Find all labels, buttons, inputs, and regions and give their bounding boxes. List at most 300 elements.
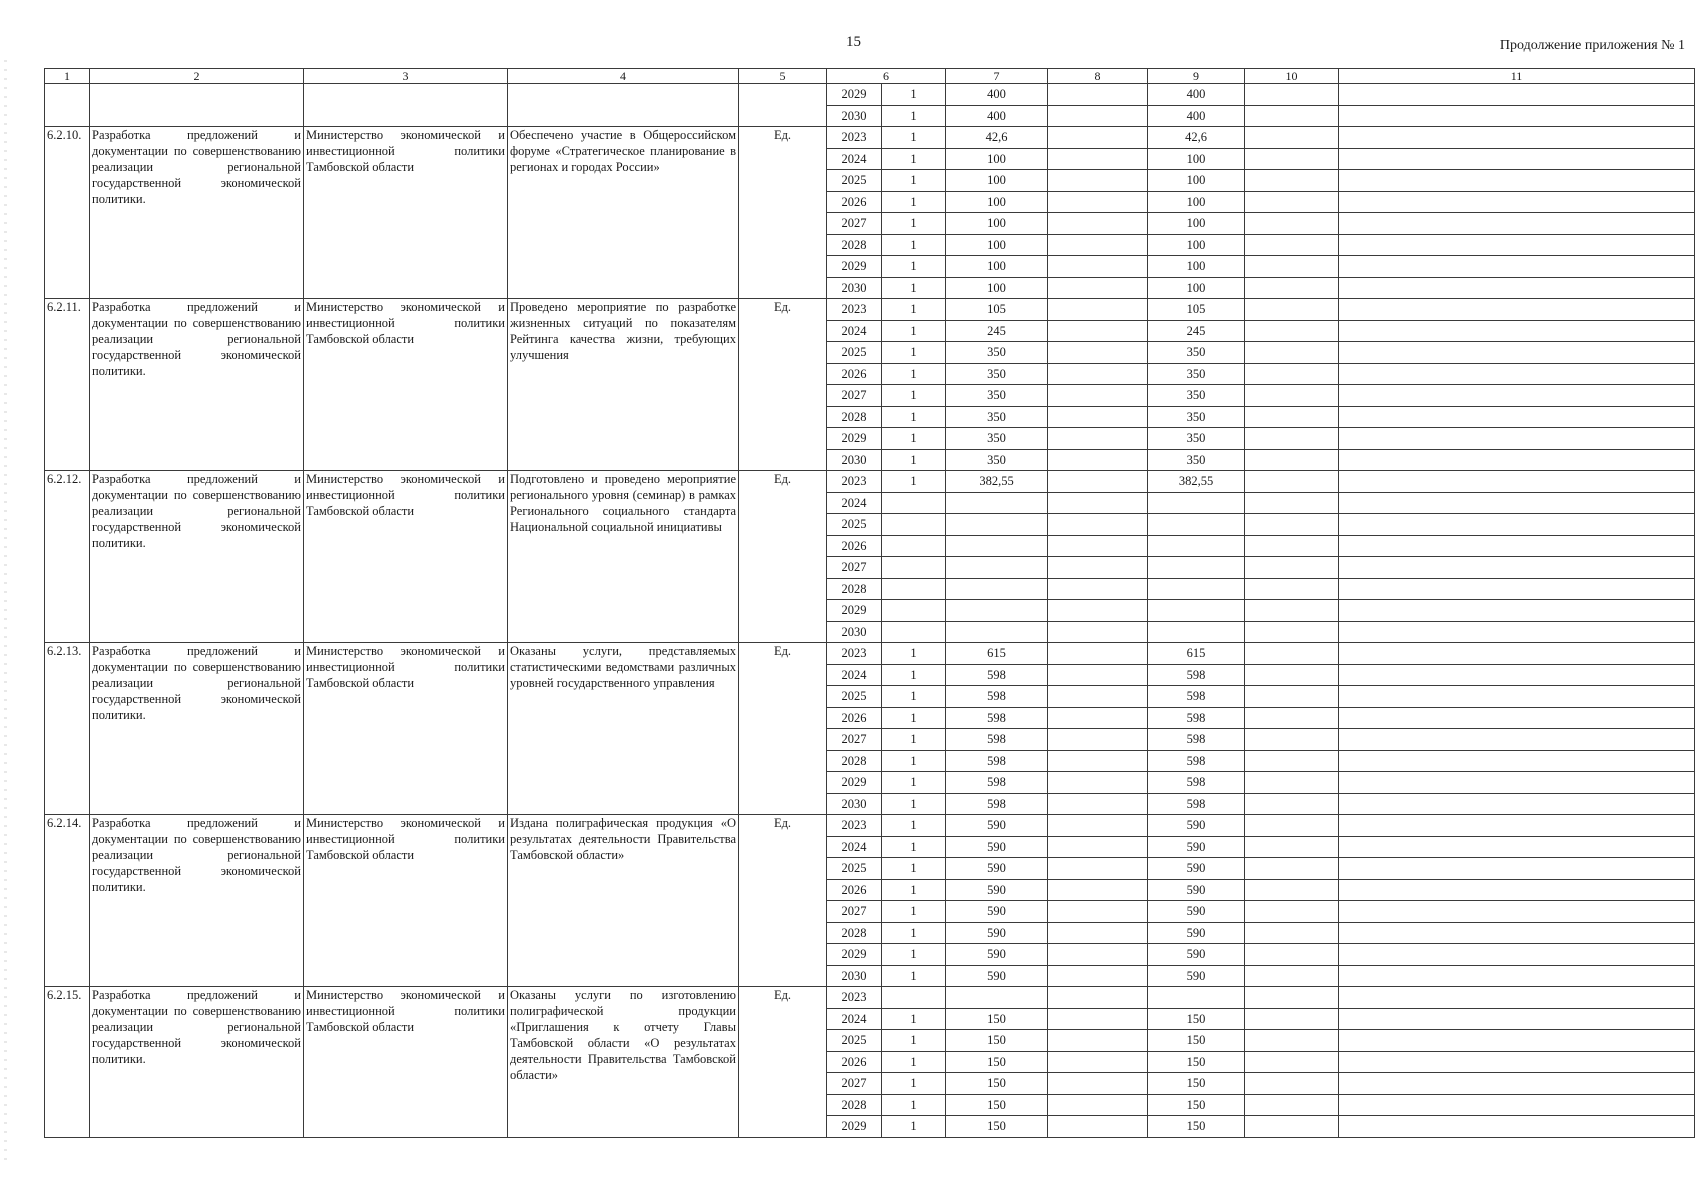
cell-c6 (882, 535, 946, 557)
cell-c7: 150 (946, 1030, 1048, 1052)
item-unit: Ед. (739, 471, 827, 643)
cell-year: 2026 (827, 707, 882, 729)
cell-year: 2028 (827, 922, 882, 944)
cell-col10 (1245, 299, 1339, 321)
cell-col11 (1339, 277, 1695, 299)
cell-c9: 615 (1148, 643, 1245, 665)
cell-c6: 1 (882, 858, 946, 880)
cell-col11 (1339, 428, 1695, 450)
cell-col10 (1245, 535, 1339, 557)
cell-col10 (1245, 965, 1339, 987)
cell-col11 (1339, 858, 1695, 880)
cell-c7: 590 (946, 965, 1048, 987)
cell-col10 (1245, 901, 1339, 923)
cell-year: 2029 (827, 944, 882, 966)
cell-c8 (1048, 944, 1148, 966)
item-executor: Министерство экономической и инвестиционной политики Тамбовской области (304, 815, 508, 987)
table-row (45, 471, 1695, 493)
cell-c6: 1 (882, 772, 946, 794)
cell-year: 2028 (827, 406, 882, 428)
cell-col10 (1245, 922, 1339, 944)
cell-c7: 598 (946, 793, 1048, 815)
cell-col10 (1245, 1051, 1339, 1073)
cell-c9: 590 (1148, 901, 1245, 923)
cell-c8 (1048, 707, 1148, 729)
cell-col11 (1339, 299, 1695, 321)
cell-col11 (1339, 815, 1695, 837)
cell-c9: 100 (1148, 277, 1245, 299)
cell-col11 (1339, 1051, 1695, 1073)
cell-col10 (1245, 879, 1339, 901)
cell-c7: 590 (946, 879, 1048, 901)
cell-c6: 1 (882, 256, 946, 278)
cell-year: 2027 (827, 901, 882, 923)
cell-c8 (1048, 514, 1148, 536)
cell-year: 2024 (827, 320, 882, 342)
item-unit: Ед. (739, 127, 827, 299)
cell-col11 (1339, 363, 1695, 385)
cell-col11 (1339, 385, 1695, 407)
cell-c9: 598 (1148, 793, 1245, 815)
cell-c8 (1048, 922, 1148, 944)
cell-col11 (1339, 1094, 1695, 1116)
cell-year: 2025 (827, 1030, 882, 1052)
cell-col11 (1339, 686, 1695, 708)
cell-col10 (1245, 1073, 1339, 1095)
cell-col11 (1339, 1030, 1695, 1052)
header-cell: 1 (45, 69, 90, 84)
cell-c7 (946, 557, 1048, 579)
cell-year: 2025 (827, 514, 882, 536)
cell-c8 (1048, 686, 1148, 708)
cell-c7: 590 (946, 858, 1048, 880)
item-name: Разработка предложений и документации по совершенствованию реализации региональной государственной экономической политики. (90, 987, 304, 1138)
cell-c6: 1 (882, 363, 946, 385)
item-number: 6.2.12. (45, 471, 90, 643)
cell-col10 (1245, 492, 1339, 514)
cell-col10 (1245, 84, 1339, 106)
cell-c6: 1 (882, 127, 946, 149)
cell-col11 (1339, 320, 1695, 342)
cell-c7: 350 (946, 406, 1048, 428)
cell-c6: 1 (882, 170, 946, 192)
header-cell: 5 (739, 69, 827, 84)
cell-year: 2025 (827, 342, 882, 364)
cell-col11 (1339, 578, 1695, 600)
cell-c9: 590 (1148, 922, 1245, 944)
cell-year: 2024 (827, 836, 882, 858)
cell-col10 (1245, 471, 1339, 493)
cell-year: 2028 (827, 1094, 882, 1116)
cell-col10 (1245, 815, 1339, 837)
cell-col11 (1339, 557, 1695, 579)
cell-c8 (1048, 600, 1148, 622)
cell-year: 2023 (827, 299, 882, 321)
cell-c7: 150 (946, 1073, 1048, 1095)
cell-col11 (1339, 514, 1695, 536)
cell-c6: 1 (882, 342, 946, 364)
cell-year: 2028 (827, 750, 882, 772)
cell-c7: 350 (946, 385, 1048, 407)
cell-c6: 1 (882, 406, 946, 428)
table-row (45, 84, 1695, 106)
cell-c8 (1048, 578, 1148, 600)
cell-c9: 100 (1148, 148, 1245, 170)
item-result: Подготовлено и проведено мероприятие регионального уровня (семинар) в рамках Регионального социального стандарта Национальной социальной инициативы (508, 471, 739, 643)
cell-c6: 1 (882, 1073, 946, 1095)
cell-col10 (1245, 320, 1339, 342)
cell-col11 (1339, 1116, 1695, 1138)
cell-c9: 598 (1148, 750, 1245, 772)
cell-c6: 1 (882, 664, 946, 686)
item-executor: Министерство экономической и инвестиционной политики Тамбовской области (304, 471, 508, 643)
cell-c8 (1048, 621, 1148, 643)
item-number: 6.2.15. (45, 987, 90, 1138)
continuation-cell (90, 84, 304, 127)
cell-c9 (1148, 514, 1245, 536)
cell-col10 (1245, 256, 1339, 278)
cell-col11 (1339, 664, 1695, 686)
cell-c9 (1148, 492, 1245, 514)
cell-c8 (1048, 299, 1148, 321)
cell-c6: 1 (882, 1116, 946, 1138)
cell-c8 (1048, 449, 1148, 471)
cell-c6: 1 (882, 879, 946, 901)
appendix-note: Продолжение приложения № 1 (1499, 38, 1685, 53)
cell-col11 (1339, 127, 1695, 149)
cell-c7: 590 (946, 922, 1048, 944)
cell-col10 (1245, 127, 1339, 149)
cell-year: 2024 (827, 148, 882, 170)
cell-col11 (1339, 84, 1695, 106)
cell-c8 (1048, 492, 1148, 514)
cell-c8 (1048, 815, 1148, 837)
cell-c8 (1048, 879, 1148, 901)
cell-col10 (1245, 148, 1339, 170)
cell-c8 (1048, 1116, 1148, 1138)
cell-c7: 590 (946, 901, 1048, 923)
page-number: 15 (846, 34, 861, 50)
cell-c8 (1048, 471, 1148, 493)
cell-c8 (1048, 664, 1148, 686)
cell-c9: 150 (1148, 1030, 1245, 1052)
cell-c7 (946, 492, 1048, 514)
cell-col10 (1245, 600, 1339, 622)
item-executor: Министерство экономической и инвестиционной политики Тамбовской области (304, 127, 508, 299)
cell-c6: 1 (882, 213, 946, 235)
cell-year: 2030 (827, 965, 882, 987)
cell-col11 (1339, 750, 1695, 772)
cell-year: 2029 (827, 1116, 882, 1138)
cell-year: 2030 (827, 621, 882, 643)
item-name: Разработка предложений и документации по совершенствованию реализации региональной государственной экономической политики. (90, 299, 304, 471)
cell-c6: 1 (882, 643, 946, 665)
cell-c7: 100 (946, 256, 1048, 278)
cell-c7: 598 (946, 707, 1048, 729)
cell-col10 (1245, 772, 1339, 794)
cell-c8 (1048, 170, 1148, 192)
cell-col11 (1339, 621, 1695, 643)
cell-year: 2026 (827, 191, 882, 213)
cell-c8 (1048, 557, 1148, 579)
cell-c8 (1048, 1051, 1148, 1073)
cell-c7 (946, 578, 1048, 600)
cell-year: 2027 (827, 385, 882, 407)
cell-year: 2028 (827, 234, 882, 256)
item-executor: Министерство экономической и инвестиционной политики Тамбовской области (304, 299, 508, 471)
cell-c7: 598 (946, 750, 1048, 772)
item-result: Оказаны услуги, представляемых статистическими ведомствами различных уровней государственного управления (508, 643, 739, 815)
cell-c7: 350 (946, 449, 1048, 471)
header-cell: 7 (946, 69, 1048, 84)
header-cell: 8 (1048, 69, 1148, 84)
cell-c8 (1048, 105, 1148, 127)
cell-c6 (882, 987, 946, 1009)
cell-col10 (1245, 987, 1339, 1009)
cell-c9: 100 (1148, 170, 1245, 192)
cell-c7: 350 (946, 342, 1048, 364)
cell-col10 (1245, 234, 1339, 256)
cell-year: 2030 (827, 449, 882, 471)
cell-c7: 150 (946, 1116, 1048, 1138)
cell-c9 (1148, 557, 1245, 579)
cell-col11 (1339, 191, 1695, 213)
cell-c8 (1048, 793, 1148, 815)
cell-c6: 1 (882, 729, 946, 751)
cell-col10 (1245, 342, 1339, 364)
cell-col10 (1245, 686, 1339, 708)
cell-col10 (1245, 944, 1339, 966)
cell-year: 2023 (827, 643, 882, 665)
continuation-cell (739, 84, 827, 127)
cell-c6: 1 (882, 707, 946, 729)
cell-c8 (1048, 643, 1148, 665)
cell-c8 (1048, 750, 1148, 772)
cell-c9: 245 (1148, 320, 1245, 342)
cell-c6 (882, 557, 946, 579)
item-unit: Ед. (739, 299, 827, 471)
table-row (45, 987, 1695, 1009)
cell-col11 (1339, 987, 1695, 1009)
cell-c7: 100 (946, 234, 1048, 256)
cell-c7 (946, 600, 1048, 622)
cell-col11 (1339, 600, 1695, 622)
cell-col10 (1245, 514, 1339, 536)
cell-c7: 105 (946, 299, 1048, 321)
cell-year: 2024 (827, 664, 882, 686)
cell-c6: 1 (882, 385, 946, 407)
cell-col10 (1245, 750, 1339, 772)
cell-c7: 598 (946, 772, 1048, 794)
cell-c6: 1 (882, 234, 946, 256)
cell-year: 2030 (827, 793, 882, 815)
cell-year: 2029 (827, 256, 882, 278)
cell-col11 (1339, 256, 1695, 278)
cell-c9: 590 (1148, 879, 1245, 901)
continuation-cell (304, 84, 508, 127)
header-cell: 6 (827, 69, 946, 84)
cell-c6: 1 (882, 277, 946, 299)
cell-col11 (1339, 535, 1695, 557)
cell-col10 (1245, 213, 1339, 235)
cell-c9: 150 (1148, 1008, 1245, 1030)
cell-c8 (1048, 1094, 1148, 1116)
cell-col10 (1245, 557, 1339, 579)
cell-year: 2023 (827, 127, 882, 149)
cell-c7: 350 (946, 363, 1048, 385)
cell-c6: 1 (882, 1094, 946, 1116)
cell-c9: 598 (1148, 772, 1245, 794)
cell-c8 (1048, 342, 1148, 364)
cell-col10 (1245, 191, 1339, 213)
cell-c9: 100 (1148, 191, 1245, 213)
appendix-table (44, 68, 1695, 1138)
cell-c7: 598 (946, 664, 1048, 686)
cell-c9: 350 (1148, 363, 1245, 385)
cell-c6: 1 (882, 299, 946, 321)
cell-c7: 400 (946, 105, 1048, 127)
cell-year: 2029 (827, 772, 882, 794)
cell-c7 (946, 987, 1048, 1009)
cell-year: 2026 (827, 363, 882, 385)
cell-year: 2026 (827, 535, 882, 557)
cell-c9 (1148, 535, 1245, 557)
cell-c9: 100 (1148, 256, 1245, 278)
cell-c9: 150 (1148, 1116, 1245, 1138)
item-executor: Министерство экономической и инвестиционной политики Тамбовской области (304, 987, 508, 1138)
cell-c8 (1048, 84, 1148, 106)
cell-c7: 382,55 (946, 471, 1048, 493)
cell-col10 (1245, 449, 1339, 471)
cell-col11 (1339, 922, 1695, 944)
table-row (45, 299, 1695, 321)
cell-c9: 150 (1148, 1094, 1245, 1116)
item-name: Разработка предложений и документации по совершенствованию реализации региональной государственной экономической политики. (90, 471, 304, 643)
cell-c7: 100 (946, 191, 1048, 213)
continuation-cell (508, 84, 739, 127)
cell-c6: 1 (882, 944, 946, 966)
header-cell: 4 (508, 69, 739, 84)
item-result: Проведено мероприятие по разработке жизненных ситуаций по показателям Рейтинга качества жизни, требующих улучшения (508, 299, 739, 471)
cell-year: 2027 (827, 729, 882, 751)
cell-c6: 1 (882, 686, 946, 708)
cell-c8 (1048, 191, 1148, 213)
cell-c6: 1 (882, 449, 946, 471)
cell-year: 2025 (827, 858, 882, 880)
table-row (45, 127, 1695, 149)
cell-c7 (946, 621, 1048, 643)
cell-col11 (1339, 772, 1695, 794)
cell-year: 2028 (827, 578, 882, 600)
cell-c8 (1048, 858, 1148, 880)
cell-c8 (1048, 729, 1148, 751)
cell-year: 2023 (827, 987, 882, 1009)
cell-c6: 1 (882, 320, 946, 342)
cell-year: 2024 (827, 1008, 882, 1030)
cell-c9: 598 (1148, 729, 1245, 751)
item-number: 6.2.13. (45, 643, 90, 815)
cell-year: 2026 (827, 879, 882, 901)
cell-c7: 150 (946, 1051, 1048, 1073)
cell-c7: 598 (946, 729, 1048, 751)
cell-col11 (1339, 234, 1695, 256)
cell-c9: 598 (1148, 707, 1245, 729)
header-cell: 2 (90, 69, 304, 84)
cell-col10 (1245, 105, 1339, 127)
cell-c8 (1048, 385, 1148, 407)
cell-c8 (1048, 1008, 1148, 1030)
cell-c9: 350 (1148, 449, 1245, 471)
cell-col10 (1245, 170, 1339, 192)
cell-col11 (1339, 213, 1695, 235)
cell-col11 (1339, 1008, 1695, 1030)
cell-c7: 590 (946, 944, 1048, 966)
cell-year: 2025 (827, 170, 882, 192)
cell-year: 2027 (827, 557, 882, 579)
cell-c9 (1148, 987, 1245, 1009)
cell-c6: 1 (882, 750, 946, 772)
cell-year: 2029 (827, 428, 882, 450)
cell-c9: 590 (1148, 836, 1245, 858)
cell-c9: 598 (1148, 686, 1245, 708)
cell-c9: 400 (1148, 84, 1245, 106)
cell-c6: 1 (882, 815, 946, 837)
item-result: Оказаны услуги по изготовлению полиграфической продукции «Приглашения к отчету Главы Тамбовской области «О результатах деятельности Правительства Тамбовской области» (508, 987, 739, 1138)
cell-col10 (1245, 793, 1339, 815)
cell-c7: 100 (946, 277, 1048, 299)
cell-year: 2030 (827, 105, 882, 127)
cell-col10 (1245, 578, 1339, 600)
cell-col11 (1339, 406, 1695, 428)
cell-col11 (1339, 879, 1695, 901)
cell-col11 (1339, 449, 1695, 471)
cell-col11 (1339, 965, 1695, 987)
cell-c7: 615 (946, 643, 1048, 665)
cell-c7: 598 (946, 686, 1048, 708)
cell-c7: 42,6 (946, 127, 1048, 149)
cell-c6: 1 (882, 428, 946, 450)
cell-col10 (1245, 385, 1339, 407)
cell-c9: 382,55 (1148, 471, 1245, 493)
cell-col10 (1245, 1116, 1339, 1138)
cell-c7: 100 (946, 213, 1048, 235)
cell-c7: 100 (946, 170, 1048, 192)
cell-year: 2023 (827, 471, 882, 493)
cell-c9: 150 (1148, 1051, 1245, 1073)
cell-col11 (1339, 901, 1695, 923)
cell-year: 2024 (827, 492, 882, 514)
cell-c6: 1 (882, 1008, 946, 1030)
cell-col11 (1339, 707, 1695, 729)
cell-col10 (1245, 277, 1339, 299)
cell-col10 (1245, 664, 1339, 686)
cell-c8 (1048, 965, 1148, 987)
cell-c6: 1 (882, 471, 946, 493)
cell-c6 (882, 578, 946, 600)
cell-year: 2027 (827, 1073, 882, 1095)
cell-c7: 245 (946, 320, 1048, 342)
cell-c8 (1048, 901, 1148, 923)
cell-col11 (1339, 105, 1695, 127)
cell-c8 (1048, 213, 1148, 235)
cell-c9: 350 (1148, 428, 1245, 450)
cell-col11 (1339, 793, 1695, 815)
header-cell: 3 (304, 69, 508, 84)
cell-c6: 1 (882, 901, 946, 923)
item-number: 6.2.10. (45, 127, 90, 299)
cell-col10 (1245, 858, 1339, 880)
cell-c6: 1 (882, 922, 946, 944)
